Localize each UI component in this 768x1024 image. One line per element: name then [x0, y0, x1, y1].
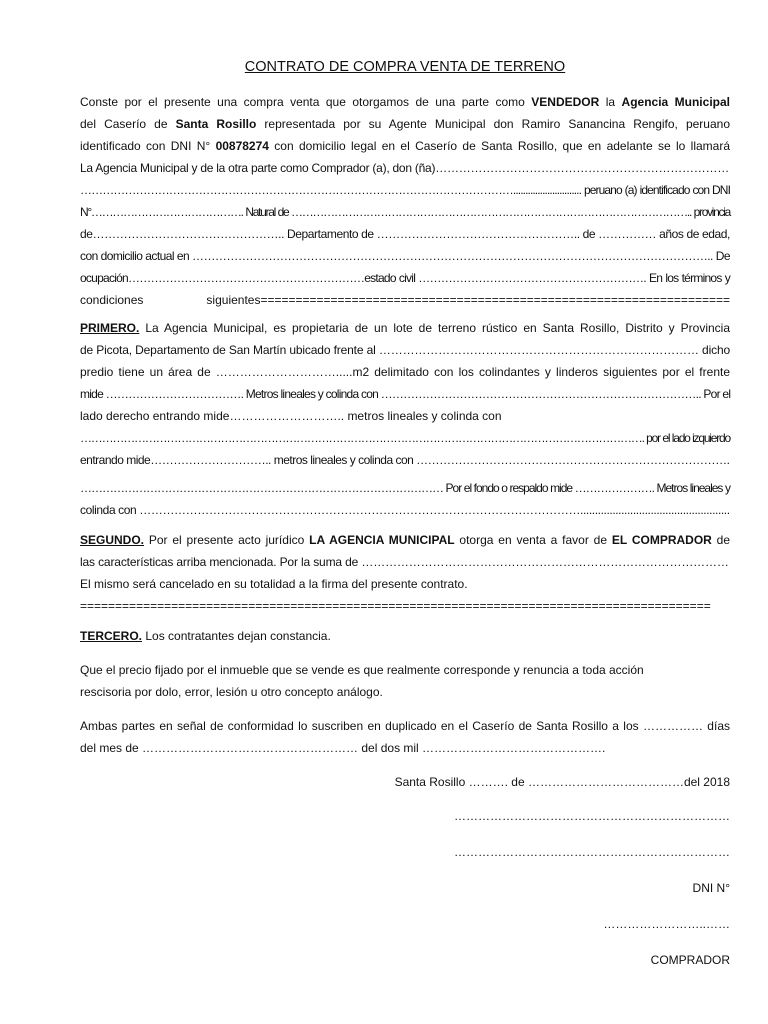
buyer-label: COMPRADOR: [650, 953, 730, 967]
seller-label: VENDEDOR: [531, 95, 600, 109]
primero-line-6: …………………………………………………………………………………………………………………………………………. por el lado izquierdo: [80, 431, 730, 445]
seller-name: Agencia Municipal: [621, 95, 730, 109]
document-title: CONTRATO DE COMPRA VENTA DE TERRENO: [244, 59, 566, 75]
intro-line-9: ocupación………………………………………………………estado civil ……………………………………………………. En los términos y: [80, 271, 730, 285]
village-name: Santa Rosillo: [175, 117, 257, 131]
intro-line-1: Conste por el presente una compra venta que otorgamos de una parte como VENDEDOR la Agencia Municipal: [80, 95, 730, 109]
dni-line: ……………………..……: [603, 917, 730, 931]
intro-line-5: ………………………………………………………………………………………………………............................ peruano (a) identificado con DNI: [80, 183, 730, 197]
intro-line-8: con domicilio actual en ……………………………………………………………………………………………………………………….. De: [80, 249, 730, 263]
intro-line-3: identificado con DNI N° 00878274 con domicilio legal en el Caserío de Santa Rosillo, que en adelante se lo llamará: [80, 139, 730, 153]
tercero-line-1: TERCERO. Los contratantes dejan constancia.: [80, 629, 331, 643]
date-line: Santa Rosillo ………. de …………………………………del 2018: [394, 775, 730, 789]
price-clause-line-1: Que el precio fijado por el inmueble que se vende es que realmente corresponde y renuncia a toda acción: [80, 663, 644, 677]
segundo-line-2: las características arriba mencionada. Por la suma de …………………………………………………………………………………: [80, 555, 729, 569]
price-clause-line-2: rescisoria por dolo, error, lesión u otro concepto análogo.: [80, 685, 383, 699]
intro-line-7: de………………………………………….. Departamento de …………………………………………….. de …………… años de edad,: [80, 227, 730, 241]
clause-segundo-label: SEGUNDO.: [80, 533, 145, 547]
conformity-line-1: Ambas partes en señal de conformidad lo suscriben en duplicado en el Caserío de Santa Rosillo a los …………… días: [80, 719, 730, 733]
dni-number: 00878274: [215, 139, 269, 153]
signature-line-1: ……………………………………………………………: [454, 809, 730, 823]
intro-line-6: N°……………………………………. Natural de ………………………………………………………………………………………………….. provincia: [80, 205, 730, 219]
primero-line-8: ……………………………………………………………………………………… Por el fondo o respaldo mide …………………. Metros lineales y: [80, 481, 730, 495]
signature-line-2: ……………………………………………………………: [454, 845, 730, 859]
primero-line-4: mide ………………………………. Metros lineales y colinda con ………………………………………………………………………….. Por el: [80, 387, 731, 401]
clause-primero-label: PRIMERO.: [80, 321, 140, 335]
segundo-line-1: SEGUNDO. Por el presente acto jurídico LA AGENCIA MUNICIPAL otorga en venta a favor de EL COMPRADOR de: [80, 533, 731, 547]
intro-line-4: La Agencia Municipal y de la otra parte como Comprador (a), don (ña)…………………………………………………………………: [80, 161, 729, 175]
primero-line-2: de Picota, Departamento de San Martín ubicado frente al ……………………………………………………………………… dicho: [80, 343, 730, 357]
segundo-line-4: ==========================================================================================: [80, 599, 711, 613]
conformity-line-2: del mes de ……………………………………………… del dos mil ……………………………………….: [80, 741, 606, 755]
segundo-line-3: El mismo será cancelado en su totalidad a la firma del presente contrato.: [80, 577, 468, 591]
clause-tercero-label: TERCERO.: [80, 629, 143, 643]
dni-label: DNI N°: [692, 881, 730, 895]
primero-line-3: predio tiene un área de ………………………….....m2 delimitado con los colindantes y linderos siguientes por el frente: [80, 365, 730, 379]
intro-line-10: condiciones siguientes===================================================================: [80, 293, 730, 307]
primero-line-1: PRIMERO. La Agencia Municipal, es propietaria de un lote de terreno rústico en Santa Rosillo, Distrito y Provincia: [80, 321, 730, 335]
primero-line-9: colinda con ……………………………………………………………………………………………………...................................................: [80, 503, 730, 517]
intro-line-2: del Caserío de Santa Rosillo representada por su Agente Municipal don Ramiro Sanancina Rengifo, peruano: [80, 117, 731, 131]
primero-line-5: lado derecho entrando mide……………………….. metros lineales y colinda con: [80, 409, 502, 423]
primero-line-7: entrando mide………………………….. metros lineales y colinda con ……………………………………………………………………….: [80, 453, 730, 467]
